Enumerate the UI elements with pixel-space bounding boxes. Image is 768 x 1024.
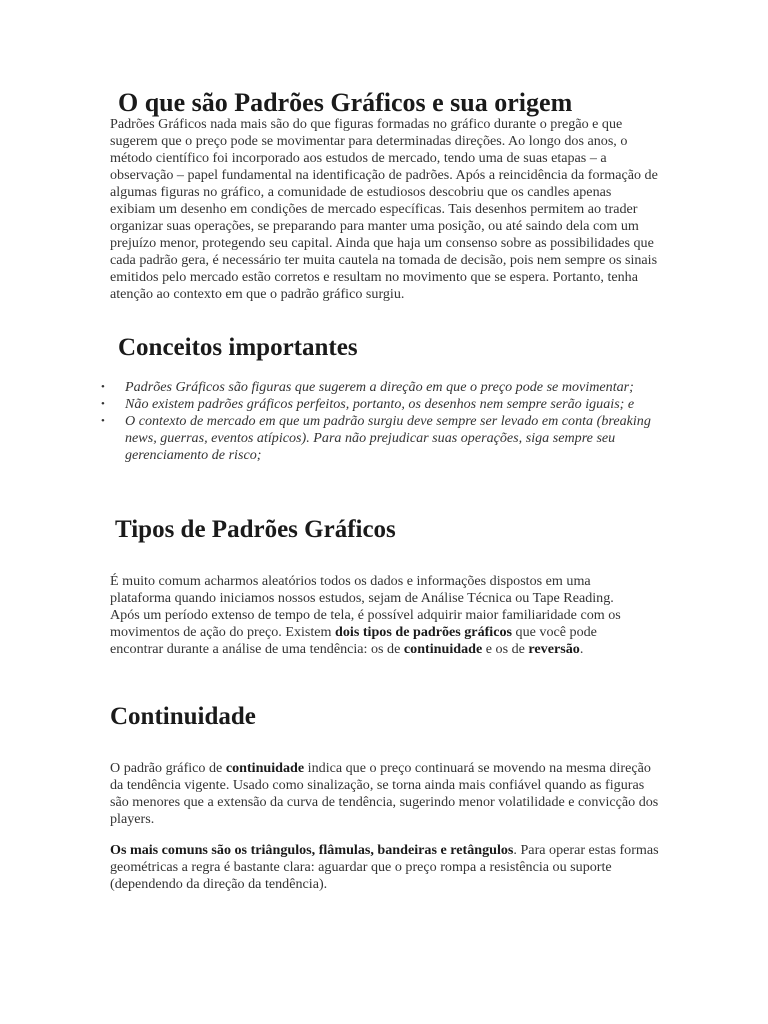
list-item (100, 396, 660, 413)
paragraph-continuidade-2 (110, 842, 660, 893)
list-item-text: O contexto de mercado em que um padrão surgiu deve sempre ser levado em conta (breaking news, guerras, eventos atípicos). Para não prejudicar suas operações, siga sempre seu gerenciamento de risco; (125, 413, 651, 463)
bullet-icon: • (101, 415, 105, 427)
bullet-list-conceitos (100, 379, 660, 464)
heading-tipos: Tipos de Padrões Gráficos (115, 516, 396, 543)
heading-conceitos: Conceitos importantes (118, 334, 358, 361)
paragraph-tipos (110, 573, 645, 658)
bold-span: Os mais comuns são os triângulos, flâmulas, bandeiras e retângulos (110, 842, 514, 858)
bold-span: dois tipos de padrões gráficos (335, 624, 513, 640)
list-item-text: Padrões Gráficos são figuras que sugerem a direção em que o preço pode se movimentar; (125, 379, 634, 395)
text-span: que você pode encontrar durante a análise de uma tendência: os de (110, 624, 597, 657)
text-span: . Para operar estas formas geométricas a regra é bastante clara: aguardar que o preço rompa a resistência ou suporte (dependendo da direção da tendência). (110, 842, 659, 892)
text-span: e os de (482, 641, 529, 657)
bold-span: reversão (528, 641, 580, 657)
bold-span: continuidade (225, 760, 305, 776)
list-item-text: Não existem padrões gráficos perfeitos, portanto, os desenhos nem sempre serão iguais; e (125, 396, 635, 412)
bullet-icon: • (101, 381, 105, 393)
heading-continuidade: Continuidade (110, 703, 256, 730)
bullet-icon: • (101, 398, 105, 410)
paragraph-continuidade-1 (110, 760, 660, 828)
heading-origem: O que são Padrões Gráficos e sua origem (118, 88, 573, 117)
list-item (100, 413, 660, 464)
text-span: O padrão gráfico de (110, 760, 226, 776)
paragraph-origem: Padrões Gráficos nada mais são do que figuras formadas no gráfico durante o pregão e que sugerem que o preço pode se movimentar para determinadas direções. Ao longo dos anos, o método científico foi incorporado aos estudos de mercado, tendo uma de suas etapas – a observação – papel fundamental na identificação de padrões. Após a reincidência da formação de algumas figuras no gráfico, a comunidade de estudiosos descobriu que os candles apenas exibiam um desenho em condições de mercado específicas. Tais desenhos permitem ao trader organizar suas operações, se preparando para manter uma posição, ou até saindo dela com um prejuízo menor, protegendo seu capital. Ainda que haja um consenso sobre as possibilidades que cada padrão gera, é necessário ter muita cautela na tomada de decisão, pois nem sempre os sinais emitidos pelo mercado estão corretos e resultam no movimento que se espera. Portanto, tenha atenção ao contexto em que o padrão gráfico surgiu. (110, 116, 658, 302)
text-span: É muito comum acharmos aleatórios todos os dados e informações dispostos em uma plataforma quando iniciamos nossos estudos, sejam de Análise Técnica ou Tape Reading. Após um período extenso de tempo de tela, é possível adquirir maior familiaridade com os movimentos de ação do preço. Existem (110, 573, 621, 640)
text-span: indica que o preço continuará se movendo na mesma direção da tendência vigente. Usado como sinalização, se torna ainda mais confiável quando as figuras são menores que a extensão da curva de tendência, sugerindo menor volatilidade e convicção dos players. (110, 760, 659, 827)
list-item (100, 379, 660, 396)
bold-span: continuidade (403, 641, 483, 657)
text-span: . (579, 641, 584, 657)
